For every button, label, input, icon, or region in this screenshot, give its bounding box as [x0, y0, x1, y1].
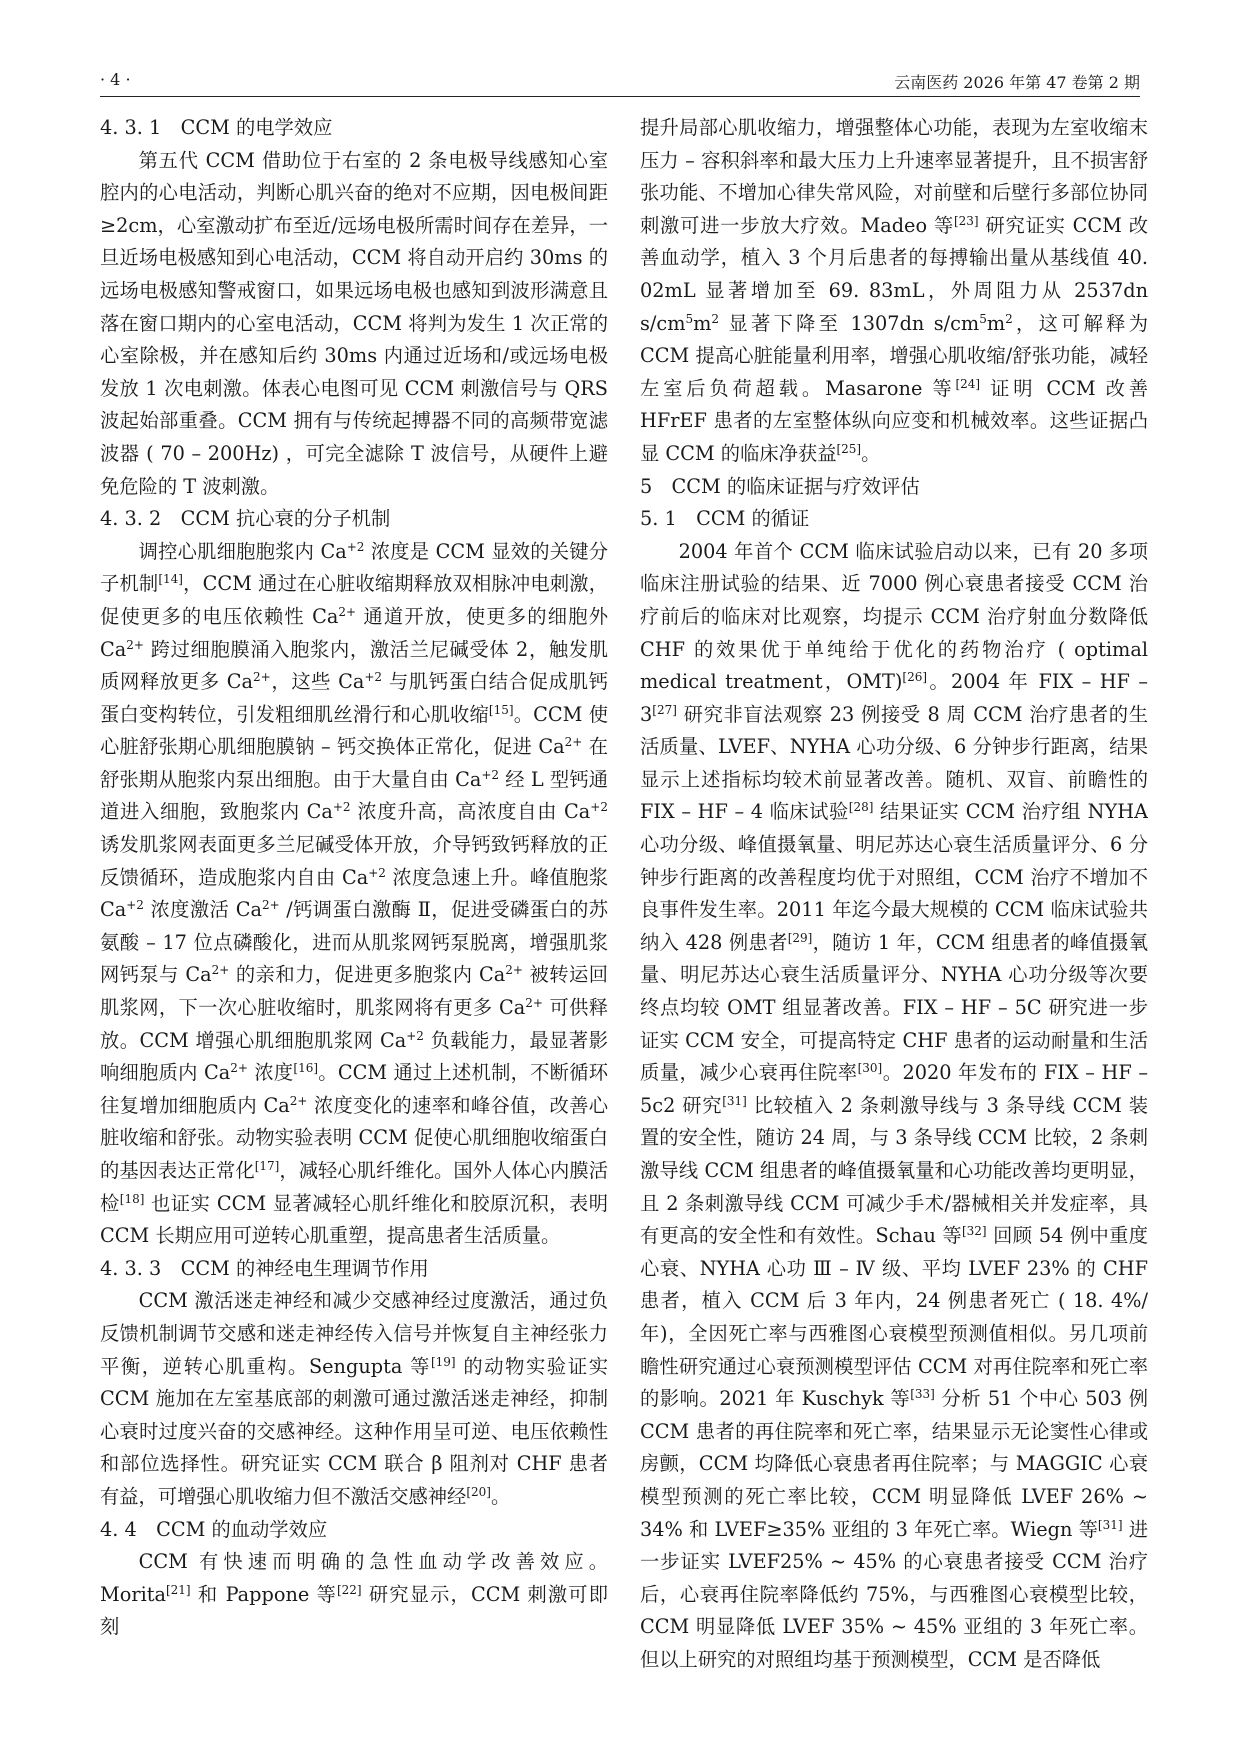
- paragraph: [100, 1546, 608, 1644]
- text-run: 跨过细胞膜涌入胞浆内，激活兰尼碱受体 2，触发肌质网释放更多 Ca: [100, 637, 608, 694]
- superscript: [27]: [652, 702, 677, 717]
- superscript: [16]: [293, 1061, 319, 1076]
- text-run: 提升局部心肌收缩力，增强整体心功能，表现为左室收缩末压力 – 容积斜率和最大压力上升速率显著提升，且不损害舒张功能、不增加心律失常风险，对前壁和后壁行多部位协同刺激可进一步放大疗效。Madeo 等: [640, 116, 1148, 237]
- text-run: /钙调蛋白激酶 Ⅱ，促进受磷蛋白的苏氨酸 – 17 位点磷酸化，进而从肌浆网钙泵脱离，增强肌浆网钙泵与 Ca: [100, 898, 608, 987]
- superscript: [31]: [1097, 1517, 1123, 1532]
- text-run: 也证实 CCM 显著减轻心肌纤维化和胶原沉积，表明 CCM 长期应用可逆转心肌重塑，提高患者生活质量。: [100, 1191, 608, 1248]
- superscript: [29]: [787, 930, 813, 945]
- text-run: 2004 年首个 CCM 临床试验启动以来，已有 20 多项临床注册试验的结果、近 7000 例心衰患者接受 CCM 治疗前后的临床对比观察，均提示 CCM 治疗射血分数降低 CHF 的效果优于单纯给于优化的药物治疗 ( optimal medical treatment，OMT): [640, 539, 1148, 694]
- text-run: 经 L 型钙通道进入细胞，致胞浆内 Ca: [100, 767, 608, 824]
- text-run: 负载能力，最显著影响细胞质内 Ca: [100, 1028, 608, 1085]
- section-heading-5: 5 CCM 的临床证据与疗效评估: [640, 474, 920, 498]
- text-run: 比较植入 2 条刺激导线与 3 条导线 CCM 装置的安全性，随访 24 周，与 3 条导线 CCM 比较，2 条刺激导线 CCM 组患者的峰值摄氧量和心功能改善均更明显，且 2 条刺激导线 CCM 可减少手术/器械相关并发症率，具有更高的安全性和有效性。Schau 等: [640, 1093, 1148, 1248]
- superscript: 2+: [525, 996, 543, 1011]
- text-run: ，这些 Ca: [270, 670, 365, 694]
- superscript: 5: [685, 311, 694, 326]
- running-header: [100, 70, 1140, 97]
- text-run: 显著下降至 1307dn s/cm: [719, 311, 980, 335]
- superscript: [17]: [254, 1159, 280, 1173]
- text-run: 调控心肌细胞胞浆内 Ca: [138, 539, 347, 563]
- superscript: [32]: [961, 1224, 987, 1239]
- text-run: 证明 CCM 改善 HFrEF 患者的左室整体纵向应变和机械效率。这些证据凸显 CCM 的临床净获益: [640, 376, 1148, 465]
- superscript: 2+: [230, 1061, 248, 1076]
- superscript: +2: [406, 1028, 424, 1043]
- text-run: 诱发肌浆网表面更多兰尼碱受体开放，介导钙致钙释放的正反馈循环，造成胞浆内自由 Ca: [100, 833, 608, 889]
- text-run: CCM 激活迷走神经和减少交感神经过度激活，通过负反馈机制调节交感和迷走神经传入信号并恢复自主神经张力平衡，逆转心肌重构。Sengupta 等: [100, 1289, 608, 1378]
- text-run: 浓度升高，高浓度自由 Ca: [350, 800, 591, 824]
- text-run: 通道开放，使更多的细胞外 Ca: [100, 604, 608, 661]
- superscript: 2+: [564, 735, 583, 750]
- text-run: 分析 51 个中心 503 例 CCM 患者的再住院率和死亡率，结果显示无论窦性心律或房颤，CCM 均降低心衰患者再住院率；与 MAGGIC 心衰模型预测的死亡率比较，CCM 明显降低 LVEF 26% ~ 34% 和 LVEF≥35% 亚组的 3 年死亡率。Wiegn 等: [640, 1387, 1148, 1541]
- text-run: 回顾 54 例中重度心衰、NYHA 心功 Ⅲ – Ⅳ 级、平均 LVEF 23% 的 CHF 患者，植入 CCM 后 3 年内，24 例患者死亡 ( 18. 4%/年)，全因死亡率与西雅图心衰模型预测值相似。另几项前瞻性研究通过心衰预测模型评估 CCM 对再住院率和死亡率的影响。2021 年 Kuschyk 等: [640, 1224, 1148, 1411]
- superscript: +2: [364, 670, 383, 685]
- section-heading-4-3-3: 4. 3. 3 CCM 的神经电生理调节作用: [100, 1256, 429, 1280]
- text-run: 的亲和力，促进更多胞浆内 Ca: [229, 963, 506, 987]
- text-run: 与肌钙蛋白结合促成肌钙蛋白变构转位，引发粗细肌丝滑行和心肌收缩: [100, 670, 608, 726]
- superscript: [30]: [857, 1061, 883, 1076]
- text-run: 浓度急速上升。峰值胞浆 Ca: [100, 865, 608, 922]
- text-run: 浓度: [247, 1061, 294, 1085]
- superscript: [14]: [158, 572, 183, 587]
- superscript: [31]: [722, 1093, 747, 1108]
- superscript: [20]: [466, 1484, 491, 1499]
- text-run: 。: [861, 441, 881, 465]
- paragraph: [100, 145, 608, 504]
- superscript: [18]: [119, 1191, 145, 1206]
- superscript: 2+: [289, 1093, 308, 1108]
- right-column: [640, 112, 1148, 1712]
- text-run: 研究非盲法观察 23 例接受 8 周 CCM 治疗患者的生活质量、LVEF、NYHA 心功分级、6 分钟步行距离，结果显示上述指标均较术前显著改善。随机、双盲、前瞻性的 FIX – HF – 4 临床试验: [640, 702, 1148, 824]
- superscript: 2+: [126, 637, 144, 652]
- text-run: 。2020 年发布的 FIX – HF – 5c2 研究: [640, 1061, 1148, 1117]
- paragraph-continued: [640, 112, 1148, 471]
- superscript: +2: [332, 800, 351, 815]
- superscript: [22]: [336, 1582, 362, 1597]
- paragraph: [100, 1285, 608, 1513]
- text-run: 研究证实 CCM 改善血动学，植入 3 个月后患者的每搏输出量从基线值 40. 02mL 显著增加至 69. 83mL，外周阻力从 2537dn s/cm: [640, 213, 1148, 335]
- text-run: 可供释放。CCM 增强心肌细胞肌浆网 Ca: [100, 996, 608, 1052]
- superscript: [26]: [902, 670, 928, 685]
- text-run: ，减轻心肌纤维化。国外人体心内膜活检: [100, 1159, 608, 1215]
- superscript: +2: [346, 539, 365, 554]
- section-heading-4-3-2: 4. 3. 2 CCM 抗心衰的分子机制: [100, 507, 391, 531]
- text-run: m: [986, 311, 1006, 335]
- superscript: 5: [979, 311, 987, 326]
- section-heading-4-4: 4. 4 CCM 的血动学效应: [100, 1517, 328, 1541]
- text-run: ，CCM 通过在心脏收缩期释放双相脉冲电刺激，促使更多的电压依赖性 Ca: [100, 572, 608, 628]
- section-heading-5-1: 5. 1 CCM 的循证: [640, 507, 810, 531]
- superscript: [15]: [488, 702, 514, 717]
- superscript: [25]: [836, 441, 862, 456]
- text-run: CCM 有快速而明确的急性血动学改善效应。Morita: [100, 1550, 608, 1606]
- superscript: 2+: [338, 604, 357, 619]
- text-run: 。CCM 通过上述机制，不断循环往复增加细胞质内 Ca: [100, 1061, 608, 1117]
- text-run: 浓度是 CCM 显效的关键分子机制: [100, 539, 608, 596]
- text-run: 浓度变化的速率和峰谷值，改善心脏收缩和舒张。动物实验表明 CCM 促使心肌细胞收缩蛋白的基因表达正常化: [100, 1093, 608, 1182]
- superscript: [21]: [165, 1582, 191, 1597]
- superscript: 2+: [211, 963, 230, 978]
- paragraph: [100, 536, 608, 1253]
- text-run: 研究显示，CCM 刺激可即刻: [100, 1582, 608, 1639]
- text-run: 进一步证实 LVEF25% ~ 45% 的心衰患者接受 CCM 治疗后，心衰再住院率降低约 75%，与西雅图心衰模型比较，CCM 明显降低 LVEF 35% ~ 45% 亚组的 3 年死亡率。但以上研究的对照组均基于预测模型，CCM 是否降低: [640, 1517, 1148, 1671]
- text-run: ，这可解释为 CCM 提高心脏能量利用率，增强心肌收缩/舒张功能，减轻左室后负荷超载。Masarone 等: [640, 311, 1148, 400]
- paragraph: [640, 536, 1148, 1677]
- text-run: 。2004 年 FIX – HF – 3: [640, 670, 1148, 726]
- page-number: · 4 ·: [100, 70, 131, 89]
- text-run: 浓度激活 Ca: [143, 898, 262, 922]
- superscript: 2: [711, 311, 720, 326]
- superscript: 2: [1005, 311, 1013, 326]
- superscript: [28]: [848, 800, 874, 815]
- superscript: 2+: [252, 670, 271, 685]
- superscript: 2+: [262, 898, 280, 913]
- text-run: ，随访 1 年，CCM 组患者的峰值摄氧量、明尼苏达心衰生活质量评分、NYHA 心功分级等次要终点均较 OMT 组显著改善。FIX – HF – 5C 研究进一步证实 CCM 安全，可提高特定 CHF 患者的运动耐量和生活质量，减少心衰再住院率: [640, 930, 1148, 1085]
- text-run: 。CCM 使心脏舒张期心肌细胞膜钠 – 钙交换体正常化，促进 Ca: [100, 702, 608, 759]
- text-run: 在舒张期从胞浆内泵出细胞。由于大量自由 Ca: [100, 735, 608, 791]
- superscript: [24]: [955, 376, 981, 391]
- left-column: [100, 112, 608, 1712]
- text-run: 的动物实验证实 CCM 施加在左室基底部的刺激可通过激活迷走神经，抑制心衰时过度兴奋的交感神经。这种作用呈可逆、电压依赖性和部位选择性。研究证实 CCM 联合 β 阻剂对 CHF 患者有益，可增强心肌收缩力但不激活交感神经: [100, 1354, 608, 1508]
- text-run: m: [693, 311, 712, 335]
- text-run: 和 Pappone 等: [190, 1582, 337, 1606]
- text-run: 被转运回肌浆网，下一次心脏收缩时，肌浆网将有更多 Ca: [100, 963, 608, 1020]
- superscript: 2+: [505, 963, 523, 978]
- text-run: 第五代 CCM 借助位于右室的 2 条电极导线感知心室腔内的心电活动，判断心肌兴奋的绝对不应期，因电极间距≥2cm，心室激动扩布至近/远场电极所需时间存在差异，一旦近场电极感知到心电活动，CCM 将自动开启约 30ms 的远场电极感知警戒窗口，如果远场电极也感知到波形满意且落在窗口期内的心室电活动，CCM 将判为发生 1 次正常的心室除极，并在感知后约 30ms 内通过近场和/或远场电极发放 1 次电刺激。体表心电图可见 CCM 刺激信号与 QRS 波起始部重叠。CCM 拥有与传统起搏器不同的高频带宽滤波器 ( 70 – 200Hz) ，可完全滤除 T 波信号，从硬件上避免危险的 T 波刺激。: [100, 148, 608, 498]
- superscript: +2: [126, 898, 144, 913]
- superscript: +2: [368, 865, 386, 880]
- superscript: +2: [590, 800, 608, 815]
- text-run: 。: [490, 1484, 511, 1508]
- superscript: [23]: [953, 213, 979, 228]
- text-run: 结果证实 CCM 治疗组 NYHA 心功分级、峰值摄氧量、明尼苏达心衰生活质量评分、6 分钟步行距离的改善程度均优于对照组，CCM 治疗不增加不良事件发生率。2011 年迄今最大规模的 CCM 临床试验共纳入 428 例患者: [640, 800, 1148, 954]
- superscript: +2: [481, 767, 500, 782]
- section-heading-4-3-1: 4. 3. 1 CCM 的电学效应: [100, 116, 333, 139]
- superscript: [19]: [430, 1354, 456, 1369]
- superscript: [33]: [910, 1387, 935, 1402]
- journal-title: 云南医药 2026 年第 47 卷第 2 期: [894, 73, 1140, 92]
